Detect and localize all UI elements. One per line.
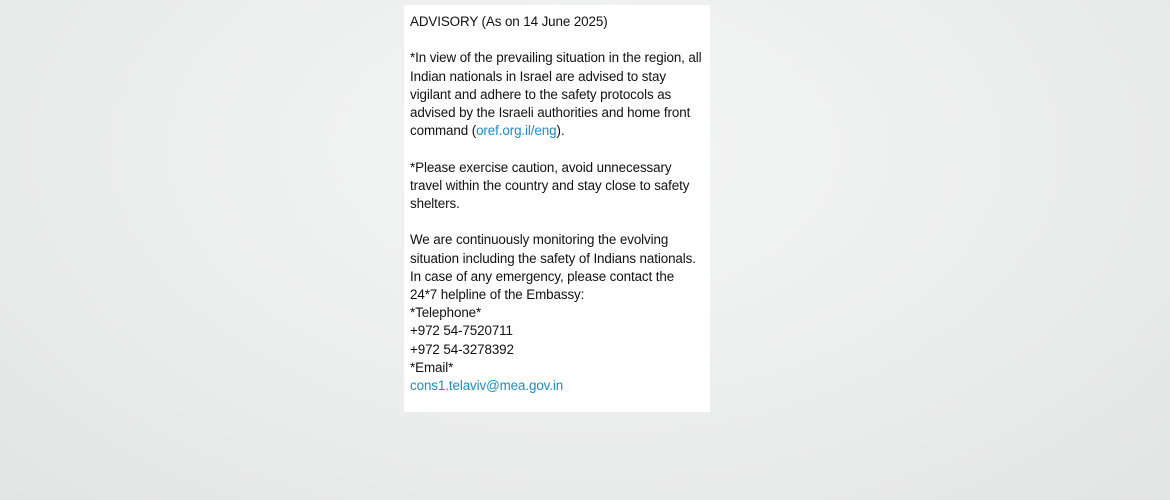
paragraph-1-text: *In view of the prevailing situation in the region, all Indian nationals in Israel are advised to stay vigilant and adhere to the safety protocols as advised by the Israeli authorities and home front command ( [410,50,702,139]
email-label: *Email* [410,359,454,375]
spacer [410,31,704,49]
advisory-paragraph-1 [410,49,704,140]
advisory-title: ADVISORY (As on 14 June 2025) [410,14,608,29]
paragraph-1-end: ). [556,123,565,139]
advisory-card [404,5,710,412]
advisory-paragraph-3: We are continuously monitoring the evolving situation including the safety of Indians nationals. In case of any emergency, please contact the 24*7 helpline of the Embassy: [410,232,696,302]
email-link[interactable]: cons1.telaviv@mea.gov.in [410,378,564,394]
spacer [410,140,704,158]
phone-number-2: +972 54-3278392 [410,341,514,357]
oref-link[interactable]: oref.org.il/eng [476,123,557,139]
advisory-paragraph-2: *Please exercise caution, avoid unnecessary travel within the country and stay close to safety shelters. [410,159,690,211]
email-line [410,377,704,395]
phone-number-1: +972 54-7520711 [410,323,513,339]
spacer [410,213,704,231]
telephone-label: *Telephone* [410,305,482,321]
